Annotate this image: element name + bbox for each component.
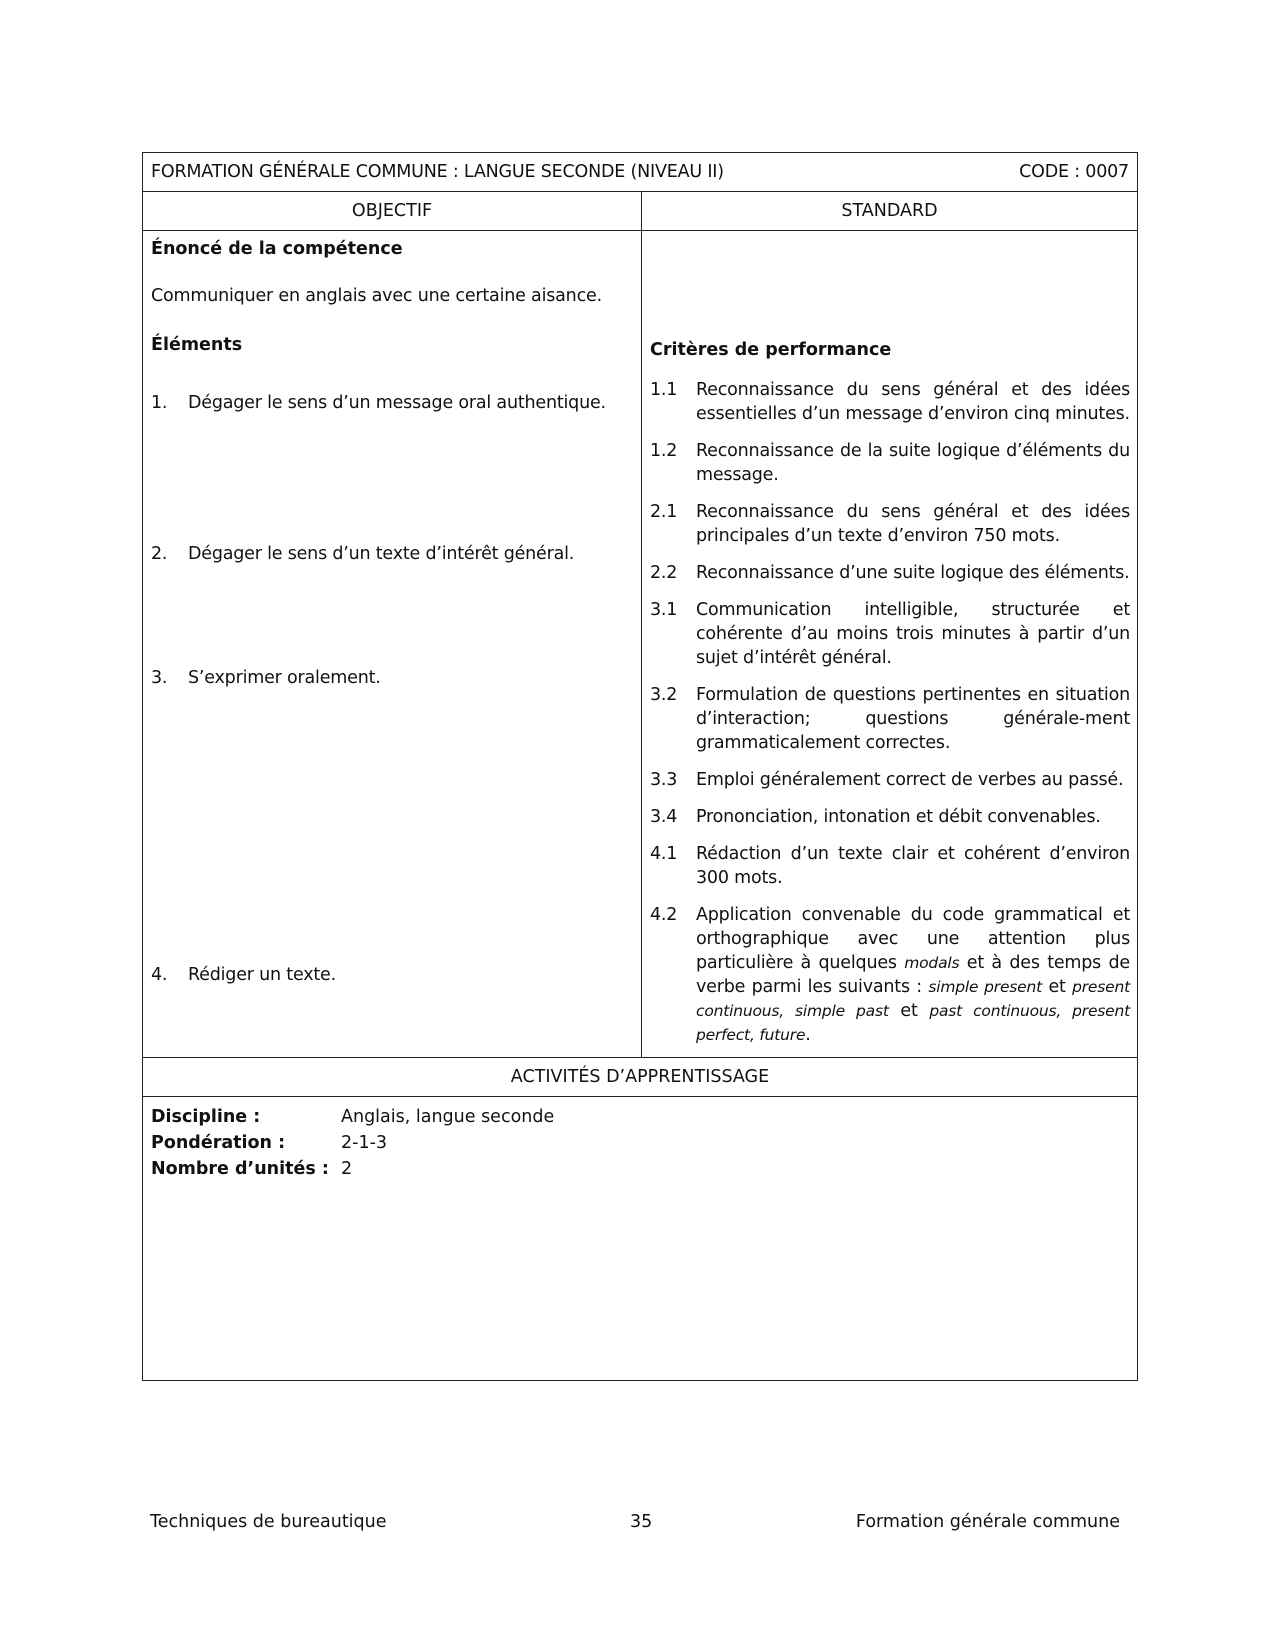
standard-column: [642, 231, 1137, 1057]
criterion-item: 3.2 Formulation de questions pertinentes en situation d’interaction; questions générale-ment grammaticalement correctes.: [650, 685, 1130, 753]
document-title: FORMATION GÉNÉRALE COMMUNE : LANGUE SECONDE (NIVEAU II): [151, 162, 724, 182]
page-number: 35: [630, 1512, 653, 1532]
field-discipline: Discipline : Anglais, langue seconde: [151, 1107, 555, 1127]
criterion-item: 3.3 Emploi généralement correct de verbes au passé.: [650, 770, 1124, 790]
element-item: 3. S’exprimer oralement.: [151, 668, 381, 688]
enonce-heading: Énoncé de la compétence: [151, 239, 403, 259]
criterion-item: 3.1 Communication intelligible, structurée et cohérente d’au moins trois minutes à partir d’un sujet d’intérêt général.: [650, 600, 1130, 668]
activities-heading: ACTIVITÉS D’APPRENTISSAGE: [143, 1057, 1137, 1097]
criterion-item: 2.2 Reconnaissance d’une suite logique des éléments.: [650, 563, 1130, 583]
competency-table: [142, 152, 1138, 1381]
element-item: 2. Dégager le sens d’un texte d’intérêt général.: [151, 544, 575, 564]
criterion-item: 3.4 Prononciation, intonation et débit convenables.: [650, 807, 1101, 827]
criterion-item: 4.2 Application convenable du code grammatical et orthographique avec une attention plus particulière à quelques modals et à des temps de verbe parmi les suivants : simple present et present continuous, simple past et past continuous, present perfect, future.: [650, 905, 1130, 1045]
element-item: 4. Rédiger un texte.: [151, 965, 336, 985]
criterion-item: 1.2 Reconnaissance de la suite logique d’éléments du message.: [650, 441, 1130, 485]
field-ponderation: Pondération : 2-1-3: [151, 1133, 388, 1153]
objectif-column: [143, 231, 642, 1057]
enonce-text: Communiquer en anglais avec une certaine aisance.: [151, 286, 602, 306]
column-headers: [143, 192, 1137, 231]
title-row: [143, 153, 1137, 192]
criterion-item: 4.1 Rédaction d’un texte clair et cohérent d’environ 300 mots.: [650, 844, 1130, 888]
activities-body: [143, 1097, 1137, 1380]
criterion-item: 1.1 Reconnaissance du sens général et des idées essentielles d’un message d’environ cinq minutes.: [650, 380, 1130, 424]
competency-code: CODE : 0007: [1019, 162, 1129, 182]
standard-header: STANDARD: [841, 201, 938, 221]
elements-heading: Éléments: [151, 335, 243, 355]
footer-section: Formation générale commune: [855, 1512, 1120, 1532]
criteria-list: [650, 378, 1130, 890]
field-units: Nombre d’unités : 2: [151, 1159, 353, 1179]
criterion-item: 2.1 Reconnaissance du sens général et des idées principales d’un texte d’environ 750 mots.: [650, 502, 1130, 546]
criteria-heading: Critères de performance: [650, 340, 892, 360]
table-body: [143, 231, 1137, 1057]
footer-program: Techniques de bureautique: [150, 1512, 387, 1532]
objectif-header: OBJECTIF: [143, 192, 642, 230]
element-item: 1. Dégager le sens d’un message oral authentique.: [151, 393, 606, 413]
